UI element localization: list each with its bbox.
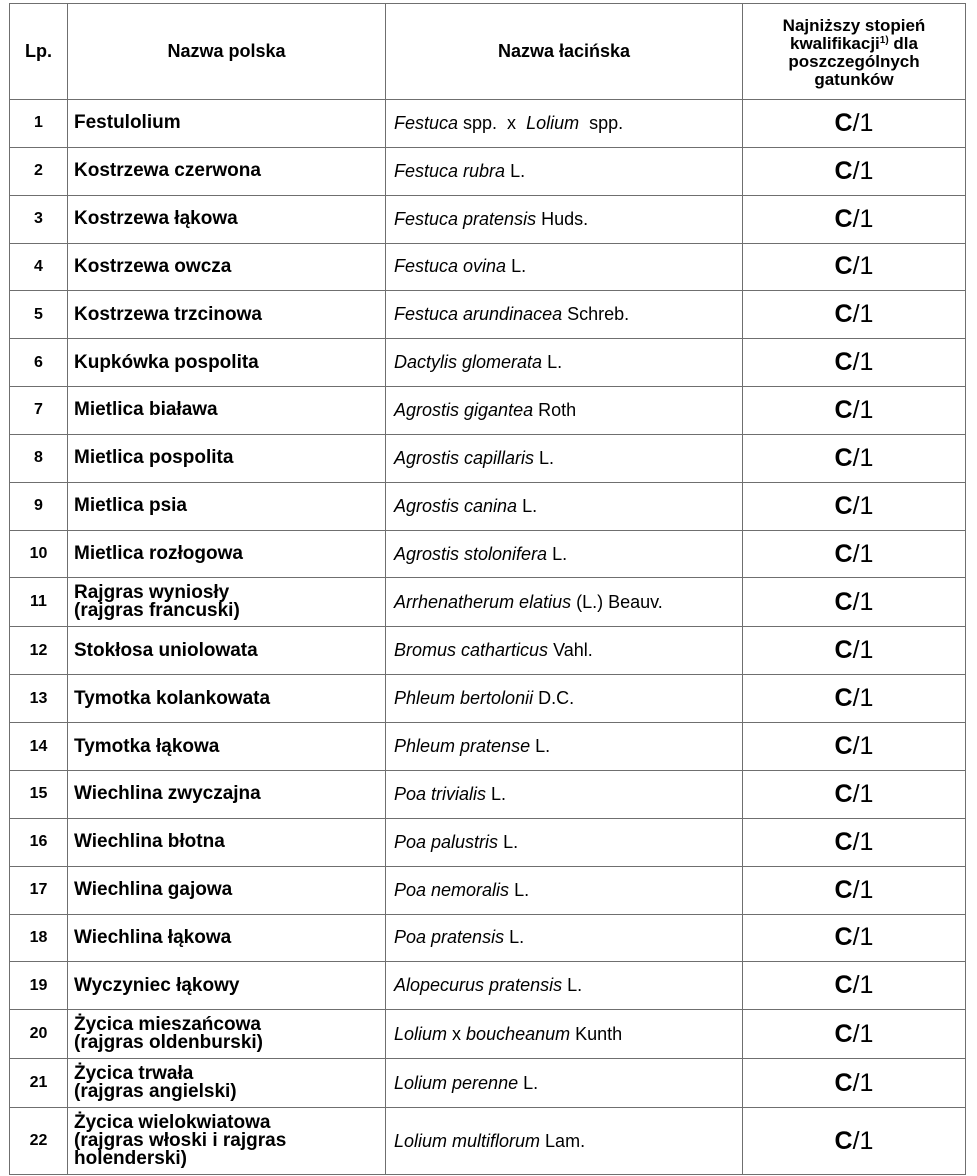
qualification-category: C (834, 1126, 853, 1155)
polish-name (68, 1059, 386, 1108)
row-number: 1 (10, 100, 68, 148)
qualification-grade (743, 723, 966, 771)
qualification-grade (743, 100, 966, 148)
polish-name-line: Kostrzewa czerwona (74, 160, 261, 182)
polish-name-line: (rajgras angielski) (74, 1081, 237, 1103)
table-row (10, 1010, 966, 1059)
qualification-category: C (834, 779, 853, 808)
latin-name-italic-part: Dactylis glomerata (394, 352, 543, 373)
latin-name-author-part: L. (506, 256, 527, 277)
polish-name (68, 866, 386, 914)
latin-name (386, 243, 743, 291)
row-number: 8 (10, 434, 68, 482)
qualification-grade (743, 866, 966, 914)
qualification-grade (743, 1010, 966, 1059)
table-row (10, 675, 966, 723)
latin-name-italic-part: Festuca rubra (394, 160, 506, 181)
polish-name-line: Mietlica biaława (74, 399, 218, 421)
polish-name (68, 723, 386, 771)
qualification-grade (743, 1108, 966, 1175)
polish-name-line: Tymotka łąkowa (74, 735, 220, 757)
qualification-grade (743, 675, 966, 723)
qualification-grade (743, 482, 966, 530)
qualification-grade (743, 195, 966, 243)
table-row (10, 291, 966, 339)
row-number: 14 (10, 723, 68, 771)
latin-name-italic-part: Poa palustris (394, 831, 499, 852)
polish-name-line: Wiechlina zwyczajna (74, 783, 261, 805)
latin-name-author-part: L. (534, 447, 555, 468)
latin-name (386, 627, 743, 675)
qualification-grade (743, 434, 966, 482)
row-number: 19 (10, 962, 68, 1010)
latin-name-author-part: L. (509, 879, 530, 900)
table-row (10, 482, 966, 530)
polish-name (68, 770, 386, 818)
polish-name-line: holenderski) (74, 1148, 187, 1170)
qualification-number: /1 (852, 204, 874, 233)
latin-name (386, 434, 743, 482)
latin-name (386, 530, 743, 578)
qualification-category: C (834, 443, 853, 472)
latin-name (386, 482, 743, 530)
polish-name-line: Mietlica pospolita (74, 447, 234, 469)
polish-name (68, 147, 386, 195)
header-qualification (743, 4, 966, 100)
qualification-category: C (834, 923, 853, 952)
latin-name-author-part: (L.) Beauv. (571, 591, 663, 612)
qualification-number: /1 (852, 684, 874, 713)
header-qual-line4: gatunków (814, 69, 894, 89)
qualification-number: /1 (852, 827, 874, 856)
latin-name (386, 291, 743, 339)
qualification-number: /1 (852, 348, 874, 377)
qualification-grade (743, 530, 966, 578)
qualification-category: C (834, 108, 853, 137)
latin-name-author-part: L. (498, 831, 519, 852)
latin-name-italic-part: Bromus catharticus (394, 640, 549, 661)
qualification-category: C (834, 636, 853, 665)
polish-name (68, 482, 386, 530)
polish-name (68, 818, 386, 866)
latin-name-italic-part: Agrostis canina (394, 495, 518, 516)
latin-name-italic-part: Arrhenatherum elatius (394, 591, 572, 612)
table-row (10, 627, 966, 675)
qualification-number: /1 (852, 1068, 874, 1097)
qualification-category: C (834, 732, 853, 761)
polish-name-line: Tymotka kolankowata (74, 687, 271, 709)
polish-name (68, 243, 386, 291)
qualification-grade (743, 387, 966, 435)
qualification-category: C (834, 252, 853, 281)
latin-name (386, 723, 743, 771)
qualification-number: /1 (852, 395, 874, 424)
qualification-number: /1 (852, 779, 874, 808)
latin-name-author-part: L. (562, 975, 583, 996)
row-number: 15 (10, 770, 68, 818)
row-number: 2 (10, 147, 68, 195)
header-qual-line2: kwalifikacji (790, 33, 880, 53)
qualification-category: C (834, 348, 853, 377)
qualification-grade (743, 627, 966, 675)
polish-name-line: Kupkówka pospolita (74, 351, 259, 373)
polish-name (68, 387, 386, 435)
table-row (10, 723, 966, 771)
qualification-number: /1 (852, 1126, 874, 1155)
header-qual-line3: poszczególnych (788, 51, 920, 71)
qualification-category: C (834, 827, 853, 856)
latin-name-italic-part: Phleum pratense (394, 736, 531, 757)
polish-name (68, 627, 386, 675)
table-row (10, 195, 966, 243)
polish-name-line: Życica mieszańcowa (74, 1014, 261, 1036)
table-row (10, 339, 966, 387)
polish-name-line: Stokłosa uniolowata (74, 639, 258, 661)
table-row (10, 866, 966, 914)
latin-name (386, 818, 743, 866)
qualification-number: /1 (852, 732, 874, 761)
qualification-grade (743, 914, 966, 962)
latin-name (386, 962, 743, 1010)
qualification-grade (743, 147, 966, 195)
qualification-category: C (834, 1068, 853, 1097)
polish-name-line: Wiechlina gajowa (74, 879, 233, 901)
polish-name-line: Rajgras wyniosły (74, 582, 230, 604)
row-number: 9 (10, 482, 68, 530)
polish-name-line: Festulolium (74, 112, 181, 134)
qualification-number: /1 (852, 636, 874, 665)
latin-name (386, 675, 743, 723)
qualification-category: C (834, 539, 853, 568)
latin-name-italic-part: Poa trivialis (394, 783, 487, 804)
qualification-number: /1 (852, 491, 874, 520)
row-number: 17 (10, 866, 68, 914)
qualification-category: C (834, 204, 853, 233)
latin-name (386, 866, 743, 914)
latin-name-author-part: L. (542, 352, 563, 373)
qualification-grade (743, 770, 966, 818)
polish-name-line: Kostrzewa owcza (74, 255, 232, 277)
table-row (10, 387, 966, 435)
table-row (10, 1108, 966, 1175)
polish-name (68, 1108, 386, 1175)
latin-name-author-part: L. (517, 495, 538, 516)
latin-name-author-part: Kunth (570, 1023, 623, 1044)
latin-name-italic-part: Agrostis stolonifera (394, 543, 548, 564)
row-number: 7 (10, 387, 68, 435)
header-qual-line1: Najniższy stopień (782, 15, 926, 35)
polish-name-line: Kostrzewa łąkowa (74, 208, 238, 230)
header-lp: Lp. (10, 4, 68, 100)
polish-name (68, 1010, 386, 1059)
row-number: 10 (10, 530, 68, 578)
header-row (10, 4, 966, 100)
latin-name-author-part: D.C. (533, 688, 575, 709)
latin-name-italic-part: Lolium (394, 1023, 448, 1044)
qualification-category: C (834, 1019, 853, 1048)
row-number: 3 (10, 195, 68, 243)
table-row (10, 1059, 966, 1108)
qualification-category: C (834, 971, 853, 1000)
table-row (10, 578, 966, 627)
row-number: 20 (10, 1010, 68, 1059)
latin-name (386, 1108, 743, 1175)
qualification-grade (743, 339, 966, 387)
latin-name-italic-part: Poa pratensis (394, 927, 505, 948)
qualification-category: C (834, 395, 853, 424)
qualification-grade (743, 1059, 966, 1108)
header-polish-name: Nazwa polska (68, 4, 386, 100)
table-row (10, 962, 966, 1010)
latin-name-author-part: Vahl. (548, 640, 593, 661)
row-number: 16 (10, 818, 68, 866)
latin-name (386, 100, 743, 148)
table-row (10, 770, 966, 818)
polish-name (68, 339, 386, 387)
polish-name-line: Kostrzewa trzcinowa (74, 303, 262, 325)
polish-name (68, 962, 386, 1010)
latin-name-author-part: L. (547, 543, 568, 564)
table-row (10, 100, 966, 148)
header-qual-line2b: dla (888, 33, 918, 53)
latin-name-italic-part: Festuca pratensis (394, 208, 537, 229)
polish-name (68, 675, 386, 723)
latin-name-author-part: spp. (579, 112, 624, 133)
latin-name-italic-part: Phleum bertolonii (394, 688, 534, 709)
polish-name-line: (rajgras oldenburski) (74, 1032, 263, 1054)
qualification-grade (743, 962, 966, 1010)
species-table (9, 3, 966, 1175)
polish-name (68, 100, 386, 148)
polish-name-line: (rajgras włoski i rajgras (74, 1130, 287, 1152)
latin-name (386, 914, 743, 962)
latin-name-italic-part: Agrostis capillaris (394, 447, 535, 468)
latin-name (386, 1010, 743, 1059)
polish-name (68, 530, 386, 578)
qualification-number: /1 (852, 587, 874, 616)
row-number: 18 (10, 914, 68, 962)
qualification-number: /1 (852, 539, 874, 568)
qualification-number: /1 (852, 108, 874, 137)
table-row (10, 243, 966, 291)
latin-name-italic-part: Lolium multiflorum (394, 1130, 541, 1151)
latin-name-author-part: Roth (533, 399, 577, 420)
qualification-category: C (834, 156, 853, 185)
table-row (10, 914, 966, 962)
latin-name-author-part: spp. x (458, 112, 527, 133)
polish-name (68, 914, 386, 962)
latin-name-italic-part: Lolium perenne (394, 1072, 519, 1093)
latin-name-author-part: x (447, 1023, 467, 1044)
qualification-number: /1 (852, 1019, 874, 1048)
row-number: 4 (10, 243, 68, 291)
row-number: 22 (10, 1108, 68, 1175)
qualification-category: C (834, 300, 853, 329)
table-row (10, 434, 966, 482)
qualification-category: C (834, 587, 853, 616)
row-number: 21 (10, 1059, 68, 1108)
qualification-number: /1 (852, 971, 874, 1000)
qualification-number: /1 (852, 443, 874, 472)
qualification-number: /1 (852, 923, 874, 952)
latin-name (386, 387, 743, 435)
table-row (10, 530, 966, 578)
polish-name-line: (rajgras francuski) (74, 600, 240, 622)
polish-name-line: Życica trwała (74, 1063, 194, 1085)
polish-name (68, 434, 386, 482)
qualification-category: C (834, 875, 853, 904)
latin-name (386, 339, 743, 387)
latin-name-italic-part: Festuca (394, 112, 459, 133)
polish-name (68, 291, 386, 339)
footnote-marker: 1) (879, 34, 889, 46)
qualification-grade (743, 243, 966, 291)
qualification-grade (743, 291, 966, 339)
latin-name-italic-part: Festuca arundinacea (394, 304, 563, 325)
qualification-number: /1 (852, 252, 874, 281)
row-number: 5 (10, 291, 68, 339)
latin-name-italic-part: Festuca ovina (394, 256, 507, 277)
latin-name-author-part: Lam. (540, 1130, 586, 1151)
latin-name-author-part: L. (504, 927, 525, 948)
latin-name-author-part: Schreb. (562, 304, 630, 325)
polish-name-line: Mietlica rozłogowa (74, 543, 243, 565)
polish-name-line: Mietlica psia (74, 495, 187, 517)
latin-name-author-part: L. (505, 160, 526, 181)
qualification-number: /1 (852, 875, 874, 904)
row-number: 11 (10, 578, 68, 627)
latin-name-italic-part: boucheanum (466, 1023, 571, 1044)
latin-name-author-part: Huds. (536, 208, 589, 229)
latin-name-author-part: L. (518, 1072, 539, 1093)
latin-name-author-part: L. (530, 736, 551, 757)
latin-name-italic-part: Lolium (526, 112, 580, 133)
qualification-grade (743, 578, 966, 627)
latin-name-italic-part: Poa nemoralis (394, 879, 510, 900)
polish-name (68, 195, 386, 243)
latin-name (386, 147, 743, 195)
latin-name-author-part: L. (486, 783, 507, 804)
row-number: 13 (10, 675, 68, 723)
qualification-number: /1 (852, 300, 874, 329)
polish-name (68, 578, 386, 627)
qualification-category: C (834, 491, 853, 520)
row-number: 12 (10, 627, 68, 675)
latin-name-italic-part: Agrostis gigantea (394, 399, 534, 420)
latin-name (386, 770, 743, 818)
row-number: 6 (10, 339, 68, 387)
qualification-grade (743, 818, 966, 866)
polish-name-line: Wiechlina łąkowa (74, 926, 232, 948)
qualification-category: C (834, 684, 853, 713)
table-body (10, 100, 966, 1175)
latin-name-italic-part: Alopecurus pratensis (394, 975, 563, 996)
polish-name-line: Wyczyniec łąkowy (74, 974, 240, 996)
table-row (10, 147, 966, 195)
polish-name-line: Wiechlina błotna (74, 831, 225, 853)
polish-name-line: Życica wielokwiatowa (74, 1112, 271, 1134)
qualification-number: /1 (852, 156, 874, 185)
latin-name (386, 578, 743, 627)
latin-name (386, 1059, 743, 1108)
table-row (10, 818, 966, 866)
header-latin-name: Nazwa łacińska (386, 4, 743, 100)
latin-name (386, 195, 743, 243)
